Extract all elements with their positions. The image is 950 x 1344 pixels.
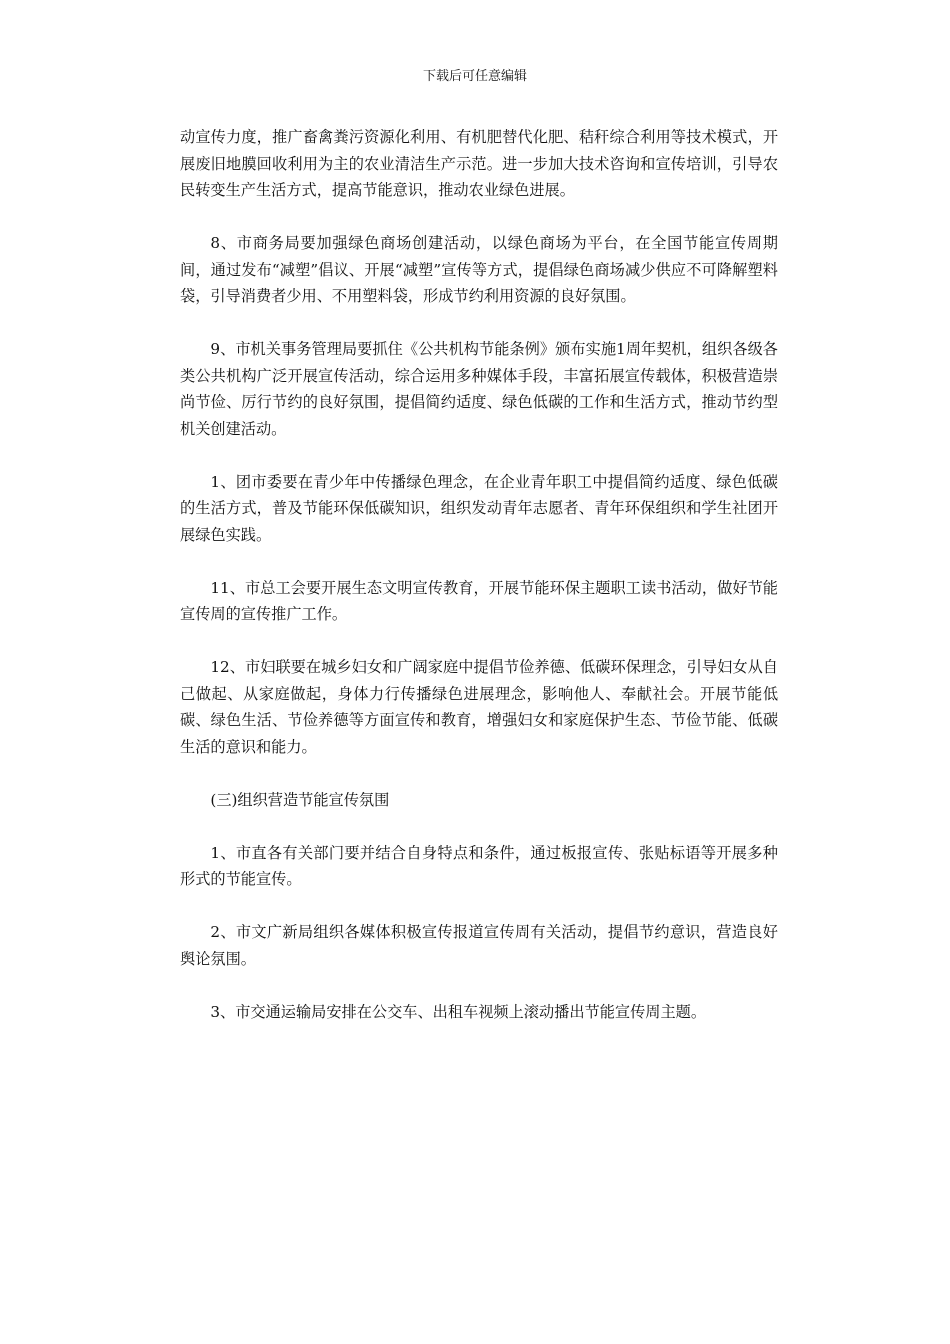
- paragraph-section3-item-2: 2、市文广新局组织各媒体积极宣传报道宣传周有关活动，提倡节约意识，营造良好舆论氛围。: [180, 923, 778, 968]
- paragraph-item-9: 9、市机关事务管理局要抓住《公共机构节能条例》颁布实施1周年契机，组织各级各类公共机构广泛开展宣传活动，综合运用多种媒体手段，丰富拓展宣传载体，积极营造崇尚节俭、厉行节约的良好氛围，提倡简约适度、绿色低碳的工作和生活方式，推动节约型机关创建活动。: [180, 340, 778, 438]
- paragraph-item-1-youth-league: 1、团市委要在青少年中传播绿色理念，在企业青年职工中提倡简约适度、绿色低碳的生活方式，普及节能环保低碳知识，组织发动青年志愿者、青年环保组织和学生社团开展绿色实践。: [180, 472, 778, 544]
- paragraph-section3-item-1: 1、市直各有关部门要并结合自身特点和条件，通过板报宣传、张贴标语等开展多种形式的节能宣传。: [180, 843, 778, 888]
- document-body: [180, 124, 778, 1052]
- paragraph-item-12: 12、市妇联要在城乡妇女和广阔家庭中提倡节俭养德、低碳环保理念，引导妇女从自己做起、从家庭做起，身体力行传播绿色进展理念，影响他人、奉献社会。开展节能低碳、绿色生活、节俭养德等方面宣传和教育，增强妇女和家庭保护生态、节俭节能、低碳生活的意识和能力。: [180, 658, 778, 756]
- section-heading-3: (三)组织营造节能宣传氛围: [210, 790, 390, 809]
- paragraph-section3-item-3: 3、市交通运输局安排在公交车、出租车视频上滚动播出节能宣传周主题。: [210, 1002, 707, 1021]
- paragraph-item-8: 8、市商务局要加强绿色商场创建活动，以绿色商场为平台，在全国节能宣传周期间，通过发布“减塑”倡议、开展“减塑”宣传等方式，提倡绿色商场减少供应不可降解塑料袋，引导消费者少用、不用塑料袋，形成节约利用资源的良好氛围。: [180, 234, 778, 305]
- paragraph-item-11: 11、市总工会要开展生态文明宣传教育，开展节能环保主题职工读书活动，做好节能宣传周的宣传推广工作。: [180, 578, 778, 623]
- page-header: 下载后可任意编辑: [422, 69, 527, 84]
- paragraph-continuation: 动宣传力度，推广畜禽粪污资源化利用、有机肥替代化肥、秸秆综合利用等技术模式，开展废旧地膜回收利用为主的农业清洁生产示范。进一步加大技术咨询和宣传培训，引导农民转变生产生活方式，提高节能意识，推动农业绿色进展。: [180, 128, 778, 199]
